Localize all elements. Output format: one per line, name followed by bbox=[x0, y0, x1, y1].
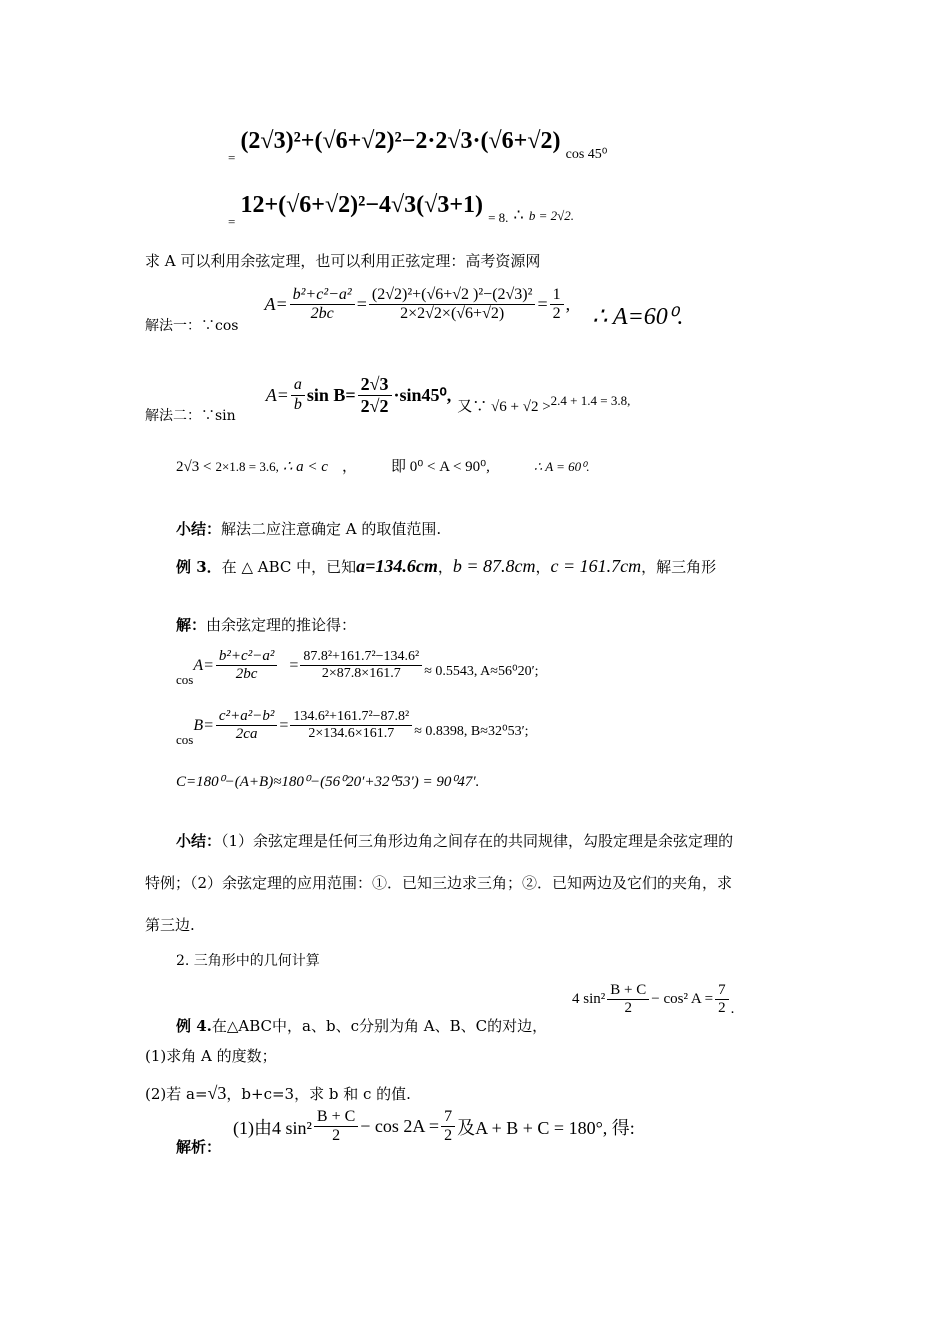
section-heading: 2. 三角形中的几何计算 bbox=[176, 953, 320, 969]
lhs: A= bbox=[193, 656, 214, 674]
example-3 bbox=[176, 556, 716, 577]
fraction-denominator: b bbox=[293, 395, 302, 413]
summary-text: 解法二应注意确定 A 的取值范围. bbox=[221, 520, 442, 538]
also-condition: 又∵ √6 + √2 > bbox=[457, 398, 551, 415]
eq-pre: 4 sin² bbox=[572, 991, 606, 1008]
fraction bbox=[607, 982, 649, 1018]
sin-b: sin B= bbox=[306, 384, 356, 405]
eq-result: b = 2√2. bbox=[528, 208, 574, 223]
fraction-numerator: 87.8²+161.7²−134.6² bbox=[300, 649, 422, 666]
estimate: 2.4 + 1.4 = 3.8, bbox=[550, 393, 631, 409]
fraction-numerator: 1 bbox=[550, 286, 564, 305]
solution-text: 由余弦定理的推论得： bbox=[206, 616, 357, 634]
equals: = bbox=[356, 294, 367, 315]
example-4-equation bbox=[572, 982, 734, 1018]
comma: , bbox=[565, 294, 571, 315]
fraction bbox=[550, 286, 564, 324]
therefore-symbol: ∴ bbox=[513, 205, 524, 224]
summary-1 bbox=[176, 518, 441, 539]
analysis-label: 解析： bbox=[176, 1138, 222, 1157]
fraction-numerator: 2√3 bbox=[358, 374, 392, 396]
fraction-numerator: c²+a²−b² bbox=[216, 708, 277, 726]
fraction-numerator: B + C bbox=[314, 1108, 358, 1127]
eq-tail: = 8. bbox=[488, 210, 509, 225]
fraction-denominator: 2 bbox=[718, 1000, 726, 1017]
eq-end: . bbox=[730, 1001, 735, 1018]
fraction bbox=[441, 1108, 455, 1146]
fraction-denominator: 2×87.8×161.7 bbox=[321, 666, 401, 682]
fraction-numerator: 7 bbox=[715, 982, 729, 1000]
cos-label: cos bbox=[176, 731, 194, 747]
method-2-label: 解法二：∵sin bbox=[145, 408, 236, 425]
sin-45: ·sin45⁰, bbox=[393, 384, 452, 405]
ineq-b: 2×1.8 = 3.6, bbox=[215, 459, 279, 474]
lhs: A= bbox=[265, 384, 289, 405]
fraction-numerator: a bbox=[291, 376, 305, 395]
method-1 bbox=[145, 286, 684, 334]
side-a: a=134.6cm bbox=[356, 556, 438, 576]
method-2 bbox=[145, 374, 631, 425]
fraction bbox=[358, 374, 392, 416]
summary-label: 小结： bbox=[176, 832, 222, 850]
summary-2-line-3: 第三边. bbox=[145, 916, 195, 934]
fraction-denominator: 2√2 bbox=[360, 395, 389, 416]
ineq-a: 2√3 < bbox=[176, 459, 212, 475]
q2-post: ，b+c=3，求 b 和 c 的值. bbox=[226, 1085, 411, 1103]
side-b: b = 87.8cm bbox=[452, 556, 536, 576]
q2-sqrt: √3 bbox=[207, 1083, 227, 1103]
example-label: 例 4. bbox=[176, 1017, 212, 1035]
side-c: c = 161.7cm bbox=[550, 556, 642, 576]
analysis bbox=[176, 1108, 635, 1157]
fraction-numerator: b²+c²−a² bbox=[290, 286, 355, 305]
result: ≈ 0.5543, A≈56⁰20′; bbox=[424, 664, 539, 680]
example-text: 在△ABC中，a、b、c分别为角 A、B、C的对边， bbox=[211, 1017, 548, 1035]
fraction bbox=[290, 286, 355, 324]
example-tail: ，解三角形 bbox=[641, 558, 717, 576]
fraction-denominator: 2 bbox=[444, 1127, 453, 1145]
fraction-denominator: 2×2√2×(√6+√2) bbox=[400, 305, 505, 323]
equals: = bbox=[289, 656, 299, 674]
fraction bbox=[715, 982, 729, 1018]
equals: = bbox=[537, 294, 548, 315]
fraction bbox=[314, 1108, 358, 1146]
solution-3 bbox=[176, 614, 356, 635]
sep: ， bbox=[535, 558, 551, 576]
fraction-denominator: 2bc bbox=[235, 666, 258, 683]
fraction bbox=[369, 286, 536, 324]
lhs: A= bbox=[264, 294, 288, 315]
example-label: 例 3． bbox=[176, 558, 222, 576]
fraction-numerator: (2√2)²+(√6+√2 )²−(2√3)² bbox=[369, 286, 536, 305]
method-1-label: 解法一：∵cos bbox=[145, 317, 239, 334]
lhs: B= bbox=[193, 716, 214, 734]
summary-2-line-1 bbox=[176, 830, 733, 851]
question-2 bbox=[145, 1083, 411, 1104]
question-1: (1)求角 A 的度数； bbox=[145, 1047, 277, 1065]
fraction bbox=[300, 649, 422, 682]
summary-text: （1）余弦定理是任何三角形边角之间存在的共同规律，勾股定理是余弦定理的 bbox=[221, 832, 734, 850]
method-2-continuation bbox=[176, 455, 590, 476]
example-4 bbox=[176, 1015, 547, 1036]
analysis-pre: (1)由4 sin² bbox=[233, 1117, 312, 1138]
fraction-numerator: b²+c²−a² bbox=[216, 648, 277, 666]
eq-prefix: = bbox=[228, 214, 236, 229]
fraction bbox=[290, 709, 412, 742]
ineq-range: 即 0⁰ < A < 90⁰, bbox=[390, 459, 490, 475]
equation-line-1 bbox=[228, 128, 608, 165]
analysis-mid: − cos 2A = bbox=[360, 1116, 440, 1137]
fraction-numerator: B + C bbox=[607, 982, 649, 1000]
cos-b-line bbox=[176, 708, 529, 747]
summary-2-line-2: 特例；（2）余弦定理的应用范围：①．已知三边求三角；②．已知两边及它们的夹角，求 bbox=[145, 874, 733, 892]
fraction-denominator: 2×134.6×161.7 bbox=[308, 726, 395, 742]
fraction-denominator: 2 bbox=[332, 1127, 341, 1145]
solution-label: 解： bbox=[176, 616, 207, 634]
equals: = bbox=[279, 716, 289, 734]
fraction bbox=[216, 708, 277, 744]
eq-mid: − cos² A = bbox=[651, 991, 714, 1008]
conclusion: ∴ A=60⁰. bbox=[592, 304, 684, 331]
fraction-numerator: 134.6²+161.7²−87.8² bbox=[290, 709, 412, 726]
equation-line-2 bbox=[228, 192, 574, 229]
eq-expression: (2√3)²+(√6+√2)²−2·2√3·(√6+√2) bbox=[240, 128, 561, 154]
eq-tail: cos 45⁰ bbox=[565, 147, 608, 162]
angle-c-line: C=180⁰−(A+B)≈180⁰−(56⁰20′+32⁰53′) = 90⁰47′. bbox=[176, 774, 480, 790]
sep: ， bbox=[437, 558, 453, 576]
fraction-denominator: 2bc bbox=[310, 305, 334, 323]
summary-label: 小结： bbox=[176, 520, 222, 538]
ineq-c: ∴ a < c bbox=[282, 459, 328, 475]
fraction-numerator: 7 bbox=[441, 1108, 455, 1127]
cos-label: cos bbox=[176, 671, 194, 687]
ineq-result: ∴ A = 60⁰. bbox=[533, 459, 590, 474]
eq-prefix: = bbox=[228, 150, 236, 165]
cos-a-line bbox=[176, 648, 539, 687]
example-text: 在 △ ABC 中，已知 bbox=[221, 558, 357, 576]
analysis-post: 及A + B + C = 180°, 得: bbox=[457, 1117, 635, 1138]
eq-expression: 12+(√6+√2)²−4√3(√3+1) bbox=[240, 192, 483, 218]
fraction-denominator: 2 bbox=[552, 305, 561, 323]
fraction-denominator: 2ca bbox=[235, 726, 258, 743]
intro-text: 求 A 可以利用余弦定理，也可以利用正弦定理：高考资源网 bbox=[145, 252, 541, 270]
q2-pre: (2)若 a= bbox=[145, 1085, 208, 1103]
fraction bbox=[291, 376, 305, 414]
fraction bbox=[216, 648, 277, 684]
fraction-denominator: 2 bbox=[624, 1000, 632, 1017]
comma: ， bbox=[341, 459, 357, 475]
result: ≈ 0.8398, B≈32⁰53′; bbox=[414, 724, 529, 740]
